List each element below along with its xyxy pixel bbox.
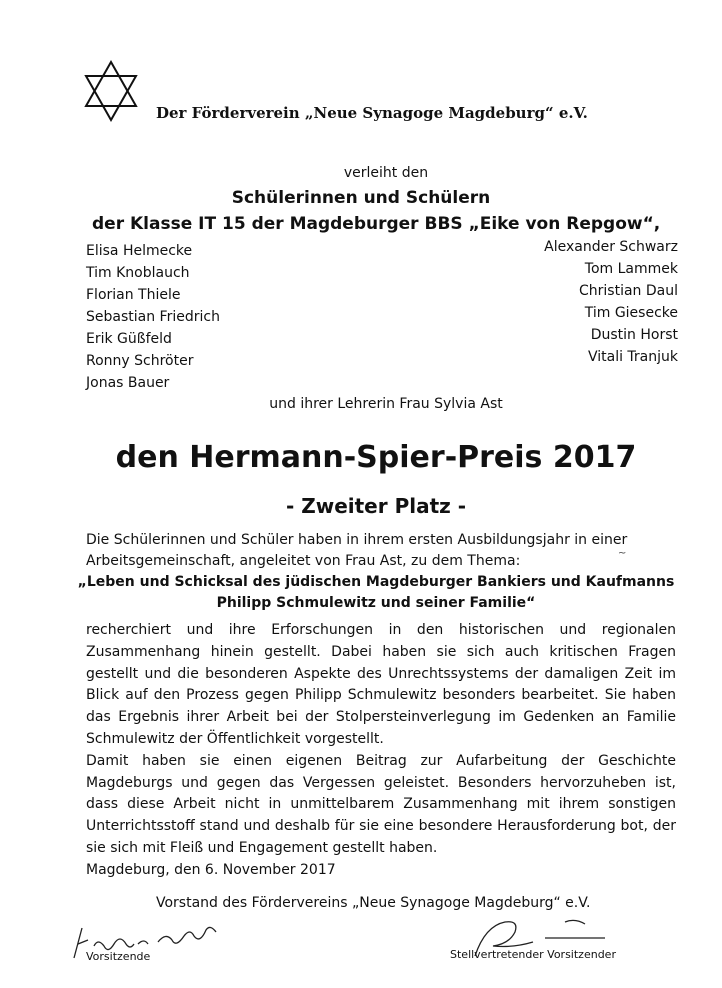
student-name: Florian Thiele [86,287,181,303]
student-name: Tim Giesecke [584,305,678,321]
body-paragraph: recherchiert und ihre Erforschungen in den historischen und regionalen Zusammenhang hinein gestellt. Dabei haben sie sich auch kritischen Fragen gestellt und die besonderen Aspekte des Unrechtssystems der damaligen Zeit im Blick auf den Prozess gegen Philipp Schmulewitz besonders bearbeitet. Sie haben das Ergebnis ihrer Arbeit bei der Stolpersteinverlegung im Gedenken an Familie Schmulewitz der Öffentlichkeit vorgestellt. [86,622,676,747]
recipients-title: Schülerinnen und Schülern [231,188,491,208]
theme-line: „Leben und Schicksal des jüdischen Magdeburger Bankiers und Kaufmanns [77,574,675,590]
theme-line: Philipp Schmulewitz und seiner Familie“ [216,595,536,611]
intro-line: Die Schülerinnen und Schüler haben in ihrem ersten Ausbildungsjahr in einer [86,532,628,548]
student-name: Ronny Schröter [86,353,194,369]
student-name: Tim Knoblauch [86,265,190,281]
organization-name: Der Förderverein „Neue Synagoge Magdeburg“ e.V. [156,104,588,122]
student-name: Tom Lammek [584,261,678,277]
body-paragraph: Damit haben sie einen eigenen Beitrag zur Aufarbeitung der Geschichte Magdeburgs und gegen das Vergessen geleistet. Besonders hervorzuheben ist, dass diese Arbeit nicht in unmittelbarem Zusammenhang mit ihrem sonstigen Unterrichtsstoff stand und deshalb für sie eine besondere Herausforderung bot, der sie sich mit Fleiß und Engagement gestellt haben. [86,752,676,856]
students-right-list [544,236,678,368]
student-name: Erik Güßfeld [86,331,172,347]
deputy-label: Stellvertretender Vorsitzender [450,948,616,961]
student-name: Elisa Helmecke [86,243,193,259]
body-text [86,620,676,860]
student-name: Christian Daul [579,283,678,299]
star-of-david-icon [82,60,140,122]
stray-mark: ~ [618,548,627,559]
student-name: Alexander Schwarz [544,239,678,255]
prize-title: den Hermann-Spier-Preis 2017 [115,440,637,475]
students-left-list [86,240,220,394]
awards-line: verleiht den [343,165,429,181]
teacher-line: und ihrer Lehrerin Frau Sylvia Ast [269,396,503,412]
student-name: Jonas Bauer [86,375,170,391]
chairwoman-label: Vorsitzende [86,950,151,963]
student-name: Dustin Horst [590,327,678,343]
intro-text [86,530,627,572]
date-line: Magdeburg, den 6. November 2017 [86,862,336,878]
placement: - Zweiter Platz - [285,494,467,518]
class-line: der Klasse IT 15 der Magdeburger BBS „Eike von Repgow“, [92,214,661,234]
board-line: Vorstand des Fördervereins „Neue Synagoge Magdeburg“ e.V. [156,895,591,911]
theme-title [0,572,722,614]
intro-line: Arbeitsgemeinschaft, angeleitet von Frau Ast, zu dem Thema: [86,553,521,569]
student-name: Vitali Tranjuk [587,349,678,365]
student-name: Sebastian Friedrich [86,309,220,325]
